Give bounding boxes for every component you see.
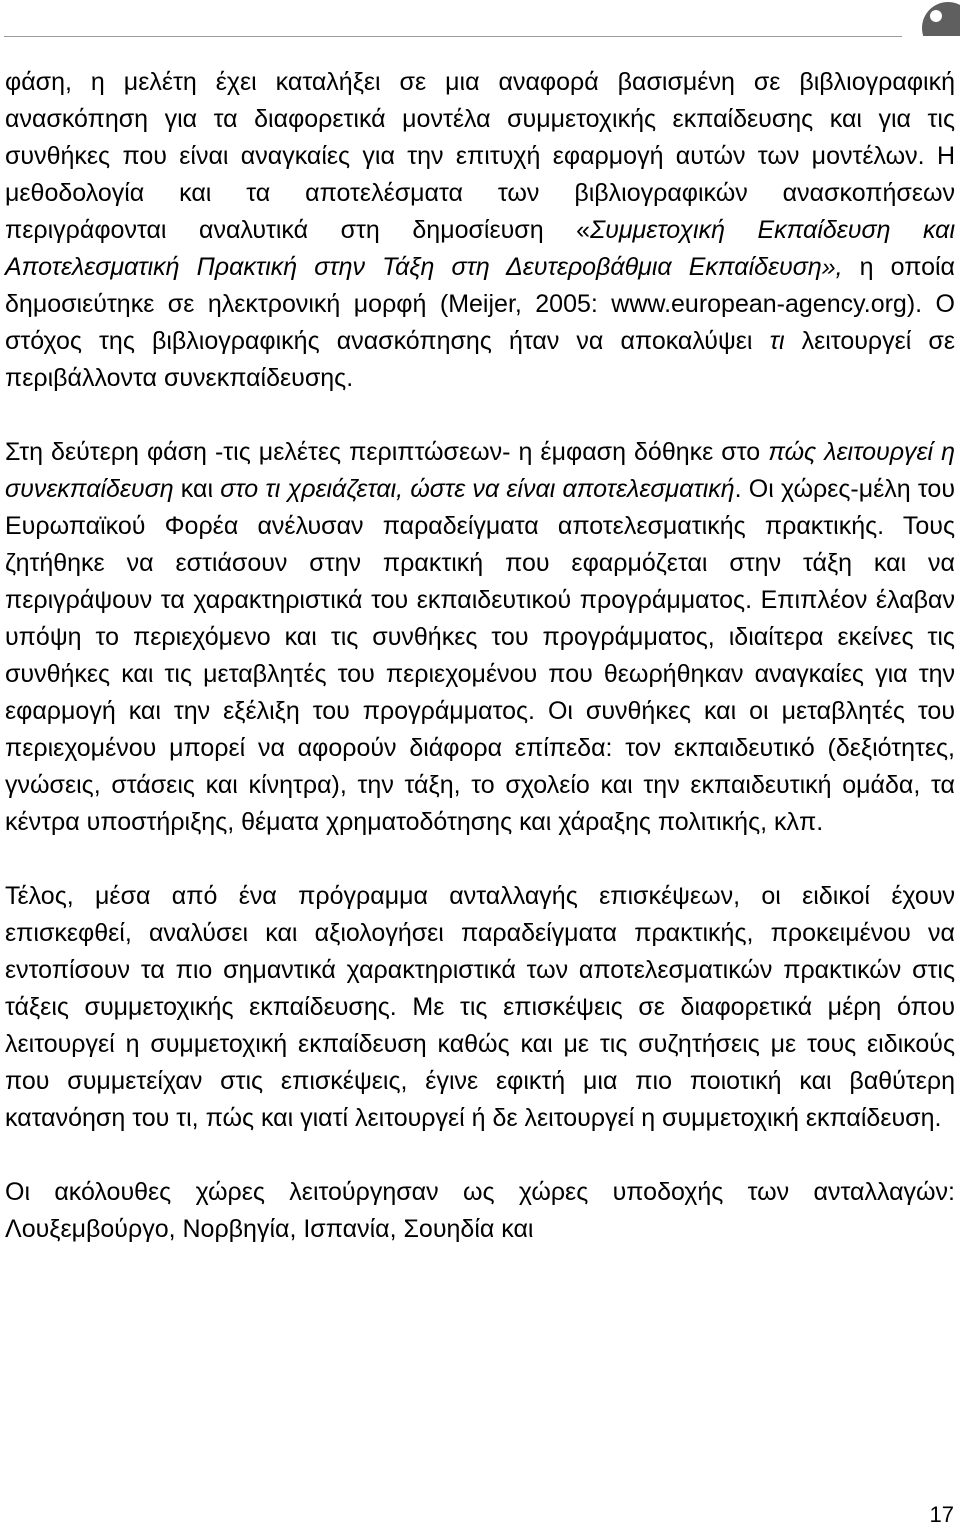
paragraph <box>5 1174 955 1248</box>
paragraph <box>5 434 955 841</box>
text-run: Οι ακόλουθες χώρες λειτούργησαν ως χώρες υποδοχής των ανταλλαγών: Λουξεμβούργο, Νορβηγία, Ισπανία, Σουηδία και <box>5 1178 955 1243</box>
corner-logo-icon <box>896 0 960 40</box>
text-run: λειτουργεί σε περιβάλλοντα συνεκπαίδευσης. <box>5 327 955 392</box>
text-run: Τέλος, μέσα από ένα πρόγραμμα ανταλλαγής επισκέψεων, οι ειδικοί έχουν επισκεφθεί, αναλύσει και αξιολογήσει παραδείγματα πρακτικής, προκειμένου να εντοπίσουν τα πιο σημαντικά χαρακτηριστικά των αποτελεσματικών πρακτικών στις τάξεις συμμετοχικής εκπαίδευσης. Με τις επισκέψεις σε διαφορετικά μέρη όπου λειτουργεί η συμμετοχική εκπαίδευση καθώς και με τις συζητήσεις με τους ειδικούς που συμμετείχαν στις επισκέψεις, έγινε εφικτή μια πιο ποιοτική και βαθύτερη κατανόηση του τι, πώς και γιατί λειτουργεί ή δε λειτουργεί η συμμετοχική εκπαίδευση. <box>5 882 955 1132</box>
italic-text: στο τι χρειάζεται, ώστε να είναι αποτελεσματική <box>220 475 735 503</box>
paragraph <box>5 878 955 1137</box>
text-run: . Οι χώρες-μέλη του Ευρωπαϊκού Φορέα ανέλυσαν παραδείγματα αποτελεσματικής πρακτικής. Τους ζητήθηκε να εστιάσουν στην πρακτική που εφαρμόζεται στην τάξη και να περιγράψουν τα χαρακτηριστικά του εκπαιδευτικού προγράμματος. Επιπλέον έλαβαν υπόψη το περιεχόμενο και τις συνθήκες του προγράμματος, ιδιαίτερα εκείνες τις συνθήκες και τις μεταβλητές του περιεχομένου που θεωρήθηκαν αναγκαίες για την εφαρμογή και την εξέλιξη του προγράμματος. Οι συνθήκες και οι μεταβλητές του περιεχομένου μπορεί να αφορούν διάφορα επίπεδα: τον εκπαιδευτικό (δεξιότητες, γνώσεις, στάσεις και κίνητρα), την τάξη, το σχολείο και την εκπαιδευτική ομάδα, τα κέντρα υποστήριξης, θέματα χρηματοδότησης και χάραξης πολιτικής, κλπ. <box>5 475 956 836</box>
italic-text: τι <box>769 327 785 355</box>
text-run: Στη δεύτερη φάση -τις μελέτες περιπτώσεων- η έμφαση δόθηκε στο <box>5 438 769 466</box>
text-run: η οποία δημοσιεύτηκε σε ηλεκτρονική μορφή (Meijer, 2005: www.european-agency.org). Ο στόχος της βιβλιογραφικής ανασκόπησης ήταν να αποκαλύψει <box>5 253 956 355</box>
italic-text: πώς λειτουργεί η συνεκπαίδευση <box>5 438 955 503</box>
header-rule <box>4 36 902 37</box>
paragraph <box>5 64 955 397</box>
italic-text: Συμμετοχική Εκπαίδευση και Αποτελεσματική Πρακτική στην Τάξη στη Δευτεροβάθμια Εκπαίδευση», <box>5 216 955 281</box>
page-number: 17 <box>929 1502 954 1527</box>
text-run: φάση, η μελέτη έχει καταλήξει σε μια αναφορά βασισμένη σε βιβλιογραφική ανασκόπηση για τα διαφορετικά μοντέλα συμμετοχικής εκπαίδευσης και για τις συνθήκες που είναι αναγκαίες για την επιτυχή εφαρμογή αυτών των μοντέλων. Η μεθοδολογία και τα αποτελέσματα των βιβλιογραφικών ανασκοπήσεων περιγράφονται αναλυτικά στη δημοσίευση « <box>5 68 955 244</box>
text-run: και <box>173 475 221 503</box>
document-body <box>5 64 955 1248</box>
